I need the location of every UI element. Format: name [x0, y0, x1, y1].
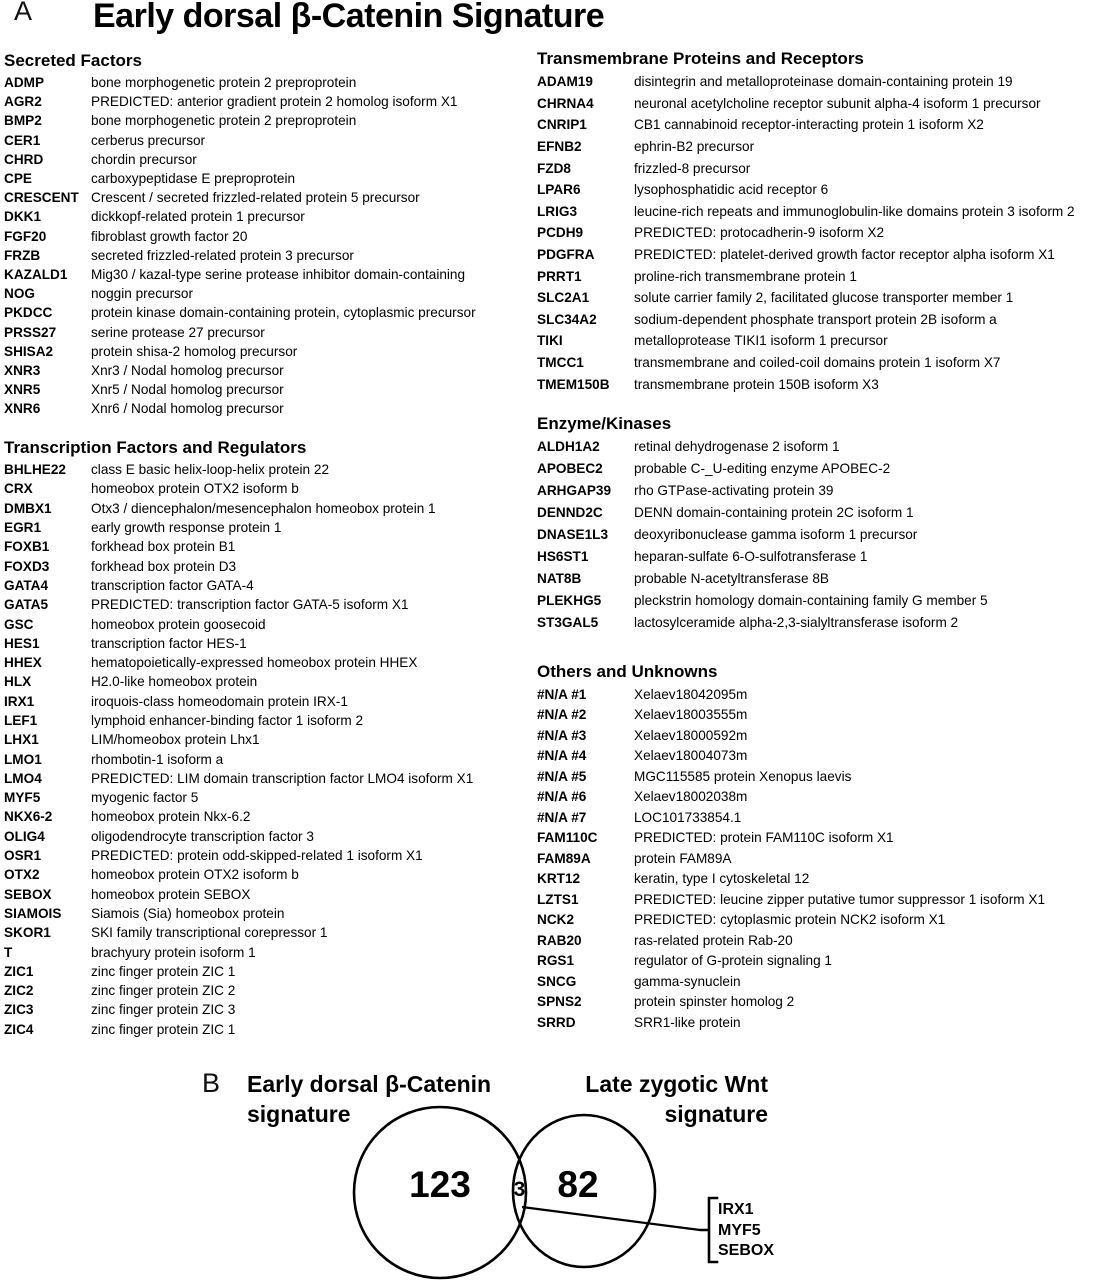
gene-row	[4, 885, 529, 904]
gene-description: deoxyribonuclease gamma isoform 1 precursor	[634, 527, 918, 542]
gene-description: bone morphogenetic protein 2 preproprotein	[91, 113, 357, 129]
gene-symbol: SHISA2	[4, 343, 54, 359]
gene-row	[537, 889, 1117, 910]
gene-description: sodium-dependent phosphate transport protein 2B isoform a	[634, 311, 997, 327]
gene-description: solute carrier family 2, facilitated glucose transporter member 1	[634, 290, 1014, 306]
gene-section	[537, 414, 1117, 633]
gene-symbol: FAM110C	[537, 830, 598, 846]
venn-left-title-line2: signature	[247, 1101, 351, 1127]
gene-description: homeobox protein SEBOX	[91, 886, 251, 902]
gene-row	[537, 705, 1117, 726]
gene-symbol: RAB20	[537, 932, 582, 948]
gene-section	[4, 438, 529, 1039]
gene-description: iroquois-class homeodomain protein IRX-1	[91, 693, 348, 709]
gene-list	[537, 684, 1117, 1033]
gene-description: Mig30 / kazal-type serine protease inhibitor domain-containing	[91, 266, 466, 282]
gene-description: proline-rich transmembrane protein 1	[634, 268, 857, 284]
gene-symbol: LHX1	[4, 732, 39, 748]
venn-right-title-line2: signature	[664, 1101, 768, 1127]
gene-description: LOC101733854.1	[634, 809, 742, 825]
venn-left-count: 123	[409, 1164, 471, 1205]
gene-description: leucine-rich repeats and immunoglobulin-like domains protein 3 isoform 2	[634, 203, 1075, 219]
venn-connector-line	[522, 1207, 700, 1230]
gene-symbol: XNR3	[4, 362, 41, 378]
gene-description: keratin, type I cytoskeletal 12	[634, 871, 810, 887]
gene-row	[4, 614, 529, 633]
gene-row	[537, 746, 1117, 767]
gene-row	[537, 848, 1117, 869]
gene-description: zinc finger protein ZIC 1	[91, 1021, 236, 1037]
gene-description: carboxypeptidase E preproprotein	[91, 171, 296, 187]
gene-row	[4, 788, 529, 807]
gene-row	[4, 92, 529, 111]
gene-symbol: EFNB2	[537, 139, 582, 155]
gene-description: DENN domain-containing protein 2C isoform 1	[634, 505, 914, 521]
gene-symbol: T	[4, 944, 13, 960]
gene-symbol: TIKI	[537, 333, 563, 349]
gene-row	[537, 787, 1117, 808]
gene-symbol: OTX2	[4, 867, 40, 883]
gene-symbol: LRIG3	[537, 203, 578, 219]
gene-description: PREDICTED: leucine zipper putative tumor suppressor 1 isoform X1	[634, 891, 1045, 907]
venn-bracket	[701, 1198, 717, 1262]
gene-description: Xelaev18004073m	[634, 748, 748, 764]
venn-left-title-line1: Early dorsal β-Catenin	[247, 1071, 492, 1097]
gene-description: CB1 cannabinoid receptor-interacting protein 1 isoform X2	[634, 117, 984, 133]
gene-symbol: HHEX	[4, 655, 42, 671]
gene-symbol: PRSS27	[4, 324, 57, 340]
gene-row	[4, 322, 529, 341]
gene-symbol: OSR1	[4, 848, 42, 864]
gene-row	[4, 460, 529, 479]
gene-symbol: PKDCC	[4, 305, 53, 321]
gene-description: homeobox protein OTX2 isoform b	[91, 867, 299, 883]
gene-description: heparan-sulfate 6-O-sulfotransferase 1	[634, 548, 868, 564]
gene-symbol: SRRD	[537, 1014, 576, 1030]
gene-symbol: AGR2	[4, 94, 42, 110]
gene-row	[537, 502, 1117, 524]
gene-description: PREDICTED: platelet-derived growth factor receptor alpha isoform X1	[634, 247, 1055, 263]
gene-symbol: IRX1	[4, 693, 35, 709]
gene-description: homeobox protein Nkx-6.2	[91, 809, 251, 825]
gene-description: Crescent / secreted frizzled-related protein 5 precursor	[91, 190, 420, 206]
gene-description: Xnr3 / Nodal homolog precursor	[91, 362, 284, 378]
gene-row	[4, 169, 529, 188]
gene-row	[537, 136, 1117, 158]
gene-row	[4, 111, 529, 130]
gene-row	[4, 923, 529, 942]
gene-row	[4, 380, 529, 399]
gene-symbol: APOBEC2	[537, 461, 603, 477]
gene-description: Siamois (Sia) homeobox protein	[91, 905, 285, 921]
gene-symbol: OLIG4	[4, 828, 45, 844]
gene-description: PREDICTED: protein odd-skipped-related 1 isoform X1	[91, 848, 423, 864]
gene-symbol: PLEKHG5	[537, 592, 602, 608]
gene-symbol: SKOR1	[4, 925, 51, 941]
gene-description: Xelaev18003555m	[634, 707, 748, 723]
gene-symbol: ALDH1A2	[537, 439, 600, 455]
gene-symbol: LEF1	[4, 713, 38, 728]
gene-description: MGC115585 protein Xenopus laevis	[634, 768, 852, 784]
gene-symbol: SLC34A2	[537, 311, 597, 327]
gene-description: gamma-synuclein	[634, 973, 741, 989]
gene-symbol: NAT8B	[537, 570, 582, 586]
gene-row	[537, 545, 1117, 567]
gene-symbol: ARHGAP39	[537, 483, 612, 499]
gene-row	[537, 222, 1117, 244]
gene-description: frizzled-8 precursor	[634, 160, 751, 176]
gene-symbol: ZIC3	[4, 1002, 34, 1018]
gene-description: Otx3 / diencephalon/mesencephalon homeobox protein 1	[91, 500, 436, 516]
gene-symbol: #N/A #2	[537, 707, 587, 723]
gene-row	[537, 807, 1117, 828]
gene-description: homeobox protein goosecoid	[91, 616, 266, 632]
section-header: Secreted Factors	[4, 51, 142, 70]
gene-description: class E basic helix-loop-helix protein 22	[91, 462, 330, 478]
gene-row	[537, 480, 1117, 502]
gene-description: serine protease 27 precursor	[91, 324, 265, 340]
gene-symbol: LMO1	[4, 751, 42, 767]
gene-symbol: ST3GAL5	[537, 614, 599, 630]
gene-row	[4, 634, 529, 653]
gene-description: Xelaev18002038m	[634, 789, 748, 805]
gene-description: probable N-acetyltransferase 8B	[634, 570, 829, 586]
gene-symbol: XNR5	[4, 382, 41, 398]
gene-row	[4, 576, 529, 595]
gene-row	[537, 352, 1117, 374]
gene-description: metalloprotease TIKI1 isoform 1 precursor	[634, 333, 888, 349]
gene-symbol: HLX	[4, 674, 32, 690]
gene-row	[537, 611, 1117, 633]
gene-symbol: LZTS1	[537, 891, 579, 907]
gene-symbol: NKX6-2	[4, 809, 53, 825]
venn-diagram	[0, 1040, 1117, 1280]
gene-row	[537, 589, 1117, 611]
gene-description: disintegrin and metalloproteinase domain-containing protein 19	[634, 74, 1013, 90]
gene-row	[537, 436, 1117, 458]
gene-symbol: CNRIP1	[537, 117, 587, 133]
gene-description: Xelaev18042095m	[634, 686, 748, 702]
gene-row	[537, 1012, 1117, 1033]
gene-symbol: LMO4	[4, 770, 42, 786]
gene-symbol: #N/A #4	[537, 748, 587, 764]
gene-description: zinc finger protein ZIC 2	[91, 983, 236, 999]
gene-list	[537, 71, 1117, 395]
gene-row	[4, 265, 529, 284]
gene-row	[4, 749, 529, 768]
gene-row	[537, 309, 1117, 331]
gene-symbol: CHRD	[4, 151, 44, 167]
gene-symbol: DENND2C	[537, 505, 603, 521]
section-header: Others and Unknowns	[537, 662, 718, 681]
gene-description: Xnr5 / Nodal homolog precursor	[91, 382, 284, 398]
gene-row	[4, 962, 529, 981]
gene-row	[4, 518, 529, 537]
section-header: Enzyme/Kinases	[537, 414, 672, 433]
gene-row	[4, 1000, 529, 1019]
gene-row	[4, 246, 529, 265]
gene-symbol: FAM89A	[537, 850, 591, 866]
gene-description: protein shisa-2 homolog precursor	[91, 343, 298, 359]
gene-row	[537, 71, 1117, 93]
gene-description: PREDICTED: protein FAM110C isoform X1	[634, 830, 894, 846]
gene-symbol: DMBX1	[4, 500, 52, 516]
gene-symbol: FGF20	[4, 228, 47, 244]
gene-description: forkhead box protein B1	[91, 539, 236, 555]
gene-symbol: CRX	[4, 481, 33, 497]
gene-section	[4, 51, 529, 418]
gene-row	[537, 930, 1117, 951]
gene-description: secreted frizzled-related protein 3 precursor	[91, 247, 354, 263]
gene-row	[4, 361, 529, 380]
gene-row	[537, 157, 1117, 179]
gene-symbol: ZIC4	[4, 1021, 34, 1037]
gene-row	[537, 287, 1117, 309]
gene-row	[537, 992, 1117, 1013]
gene-symbol: ZIC2	[4, 983, 34, 999]
gene-symbol: CRESCENT	[4, 190, 79, 206]
venn-overlap-count: 3	[513, 1178, 526, 1201]
gene-symbol: GATA5	[4, 597, 49, 613]
gene-symbol: BHLHE22	[4, 462, 66, 478]
gene-description: SRR1-like protein	[634, 1014, 741, 1030]
gene-description: noggin precursor	[91, 286, 194, 302]
gene-list	[4, 460, 529, 1039]
gene-section	[537, 662, 1117, 1033]
gene-description: cerberus precursor	[91, 132, 206, 148]
gene-symbol: HS6ST1	[537, 548, 589, 564]
gene-description: ras-related protein Rab-20	[634, 932, 793, 948]
gene-list	[4, 73, 529, 418]
gene-description: zinc finger protein ZIC 3	[91, 1002, 236, 1018]
gene-row	[4, 846, 529, 865]
gene-symbol: EGR1	[4, 520, 42, 536]
venn-right-count: 82	[557, 1164, 599, 1205]
gene-description: Xelaev18000592m	[634, 727, 748, 743]
gene-row	[4, 672, 529, 691]
gene-description: rho GTPase-activating protein 39	[634, 483, 834, 499]
gene-row	[537, 766, 1117, 787]
gene-symbol: ADAM19	[537, 74, 593, 90]
gene-description: SKI family transcriptional corepressor 1	[91, 925, 328, 941]
gene-description: pleckstrin homology domain-containing family G member 5	[634, 592, 988, 608]
gene-description: dickkopf-related protein 1 precursor	[91, 209, 305, 225]
gene-row	[537, 951, 1117, 972]
gene-symbol: GATA4	[4, 577, 49, 593]
gene-description: Xnr6 / Nodal homolog precursor	[91, 401, 284, 417]
gene-row	[537, 330, 1117, 352]
gene-row	[4, 150, 529, 169]
gene-description: early growth response protein 1	[91, 520, 282, 536]
section-header: Transmembrane Proteins and Receptors	[537, 49, 864, 68]
gene-description: PREDICTED: cytoplasmic protein NCK2 isoform X1	[634, 912, 946, 928]
gene-symbol: #N/A #3	[537, 727, 587, 743]
gene-symbol: SLC2A1	[537, 290, 590, 306]
gene-row	[537, 869, 1117, 890]
gene-row	[4, 1020, 529, 1039]
gene-symbol: TMEM150B	[537, 376, 610, 392]
gene-row	[4, 479, 529, 498]
gene-row	[4, 769, 529, 788]
gene-row	[537, 179, 1117, 201]
gene-symbol: RGS1	[537, 953, 575, 969]
gene-row	[537, 684, 1117, 705]
gene-row	[4, 399, 529, 418]
gene-row	[537, 458, 1117, 480]
gene-description: hematopoietically-expressed homeobox protein HHEX	[91, 655, 418, 671]
venn-overlap-gene-list	[718, 1200, 774, 1262]
gene-symbol: FRZB	[4, 247, 41, 263]
gene-symbol: HES1	[4, 635, 40, 651]
gene-symbol: KRT12	[537, 871, 581, 887]
gene-description: chordin precursor	[91, 151, 197, 167]
gene-symbol: NCK2	[537, 912, 575, 928]
gene-description: zinc finger protein ZIC 1	[91, 963, 236, 979]
gene-row	[4, 556, 529, 575]
gene-symbol: FZD8	[537, 160, 571, 176]
gene-row	[537, 201, 1117, 223]
gene-symbol: FOXD3	[4, 558, 50, 574]
gene-description: PREDICTED: LIM domain transcription factor LMO4 isoform X1	[91, 770, 474, 786]
gene-symbol: #N/A #6	[537, 789, 587, 805]
gene-description: transcription factor GATA-4	[91, 577, 254, 593]
gene-description: probable C-_U-editing enzyme APOBEC-2	[634, 461, 891, 477]
gene-row	[4, 207, 529, 226]
gene-row	[4, 730, 529, 749]
figure-title: Early dorsal β-Catenin Signature	[93, 0, 605, 35]
venn-right-title-line1: Late zygotic Wnt	[585, 1071, 768, 1097]
gene-symbol: CHRNA4	[537, 95, 594, 111]
gene-row	[537, 93, 1117, 115]
gene-symbol: SPNS2	[537, 994, 582, 1010]
gene-symbol: DKK1	[4, 209, 42, 225]
gene-row	[4, 303, 529, 322]
gene-row	[4, 131, 529, 150]
gene-description: PREDICTED: anterior gradient protein 2 homolog isoform X1	[91, 94, 458, 110]
gene-symbol: #N/A #7	[537, 809, 587, 825]
gene-row	[537, 373, 1117, 395]
gene-row	[4, 653, 529, 672]
gene-symbol: CPE	[4, 171, 32, 187]
gene-description: oligodendrocyte transcription factor 3	[91, 828, 314, 844]
venn-overlap-gene: SEBOX	[718, 1242, 775, 1259]
gene-row	[537, 265, 1117, 287]
gene-description: bone morphogenetic protein 2 preproprotein	[91, 75, 357, 91]
gene-symbol: ZIC1	[4, 963, 34, 979]
gene-symbol: SNCG	[537, 973, 577, 989]
gene-row	[4, 284, 529, 303]
gene-row	[4, 865, 529, 884]
gene-symbol: TMCC1	[537, 355, 584, 371]
gene-row	[4, 827, 529, 846]
panel-b-label: B	[202, 1068, 221, 1098]
gene-description: ephrin-B2 precursor	[634, 139, 755, 155]
gene-description: lysophosphatidic acid receptor 6	[634, 182, 829, 198]
gene-row	[4, 807, 529, 826]
gene-description: PREDICTED: transcription factor GATA-5 isoform X1	[91, 597, 409, 613]
gene-symbol: DNASE1L3	[537, 527, 609, 542]
gene-row	[4, 981, 529, 1000]
gene-symbol: LPAR6	[537, 182, 581, 198]
gene-row	[4, 711, 529, 730]
gene-section	[537, 49, 1117, 395]
gene-description: protein FAM89A	[634, 850, 732, 866]
gene-row	[537, 567, 1117, 589]
gene-symbol: ADMP	[4, 75, 45, 91]
gene-row	[4, 188, 529, 207]
gene-row	[4, 595, 529, 614]
gene-row	[537, 725, 1117, 746]
gene-symbol: XNR6	[4, 401, 41, 417]
gene-symbol: PCDH9	[537, 225, 584, 241]
gene-description: H2.0-like homeobox protein	[91, 674, 258, 690]
gene-symbol: FOXB1	[4, 539, 50, 555]
gene-description: forkhead box protein D3	[91, 558, 237, 574]
gene-row	[537, 828, 1117, 849]
gene-symbol: SEBOX	[4, 886, 52, 902]
gene-description: neuronal acetylcholine receptor subunit alpha-4 isoform 1 precursor	[634, 95, 1041, 111]
gene-description: lymphoid enhancer-binding factor 1 isoform 2	[91, 713, 364, 728]
gene-description: transmembrane protein 150B isoform X3	[634, 376, 879, 392]
gene-row	[4, 904, 529, 923]
panel-a-label: A	[14, 0, 33, 26]
gene-description: homeobox protein OTX2 isoform b	[91, 481, 299, 497]
gene-description: protein spinster homolog 2	[634, 994, 795, 1010]
gene-description: LIM/homeobox protein Lhx1	[91, 732, 260, 748]
venn-overlap-gene: IRX1	[718, 1201, 754, 1218]
gene-symbol: PRRT1	[537, 268, 582, 284]
gene-symbol: MYF5	[4, 790, 41, 806]
gene-symbol: NOG	[4, 286, 35, 302]
gene-description: transcription factor HES-1	[91, 635, 247, 651]
gene-list	[537, 436, 1117, 633]
gene-description: brachyury protein isoform 1	[91, 944, 256, 960]
gene-row	[4, 227, 529, 246]
gene-description: myogenic factor 5	[91, 790, 199, 806]
gene-row	[537, 524, 1117, 546]
gene-symbol: BMP2	[4, 113, 42, 129]
gene-description: retinal dehydrogenase 2 isoform 1	[634, 439, 840, 455]
gene-symbol: #N/A #1	[537, 686, 587, 702]
gene-row	[4, 692, 529, 711]
venn-overlap-gene: MYF5	[718, 1221, 761, 1239]
gene-description: fibroblast growth factor 20	[91, 228, 248, 244]
gene-description: lactosylceramide alpha-2,3-sialyltransferase isoform 2	[634, 614, 959, 630]
gene-description: transmembrane and coiled-coil domains protein 1 isoform X7	[634, 355, 1001, 371]
gene-row	[4, 537, 529, 556]
gene-row	[537, 910, 1117, 931]
gene-description: protein kinase domain-containing protein, cytoplasmic precursor	[91, 305, 476, 321]
section-header: Transcription Factors and Regulators	[4, 438, 307, 457]
gene-row	[537, 244, 1117, 266]
gene-row	[4, 73, 529, 92]
gene-symbol: GSC	[4, 616, 34, 632]
gene-row	[4, 942, 529, 961]
gene-description: PREDICTED: protocadherin-9 isoform X2	[634, 225, 885, 241]
gene-description: rhombotin-1 isoform a	[91, 751, 224, 767]
gene-symbol: PDGFRA	[537, 247, 595, 263]
gene-row	[4, 499, 529, 518]
gene-symbol: KAZALD1	[4, 266, 68, 282]
gene-description: regulator of G-protein signaling 1	[634, 953, 832, 969]
gene-row	[537, 114, 1117, 136]
gene-row	[4, 342, 529, 361]
gene-row	[537, 971, 1117, 992]
gene-symbol: #N/A #5	[537, 768, 587, 784]
gene-symbol: CER1	[4, 132, 41, 148]
gene-symbol: SIAMOIS	[4, 905, 62, 921]
